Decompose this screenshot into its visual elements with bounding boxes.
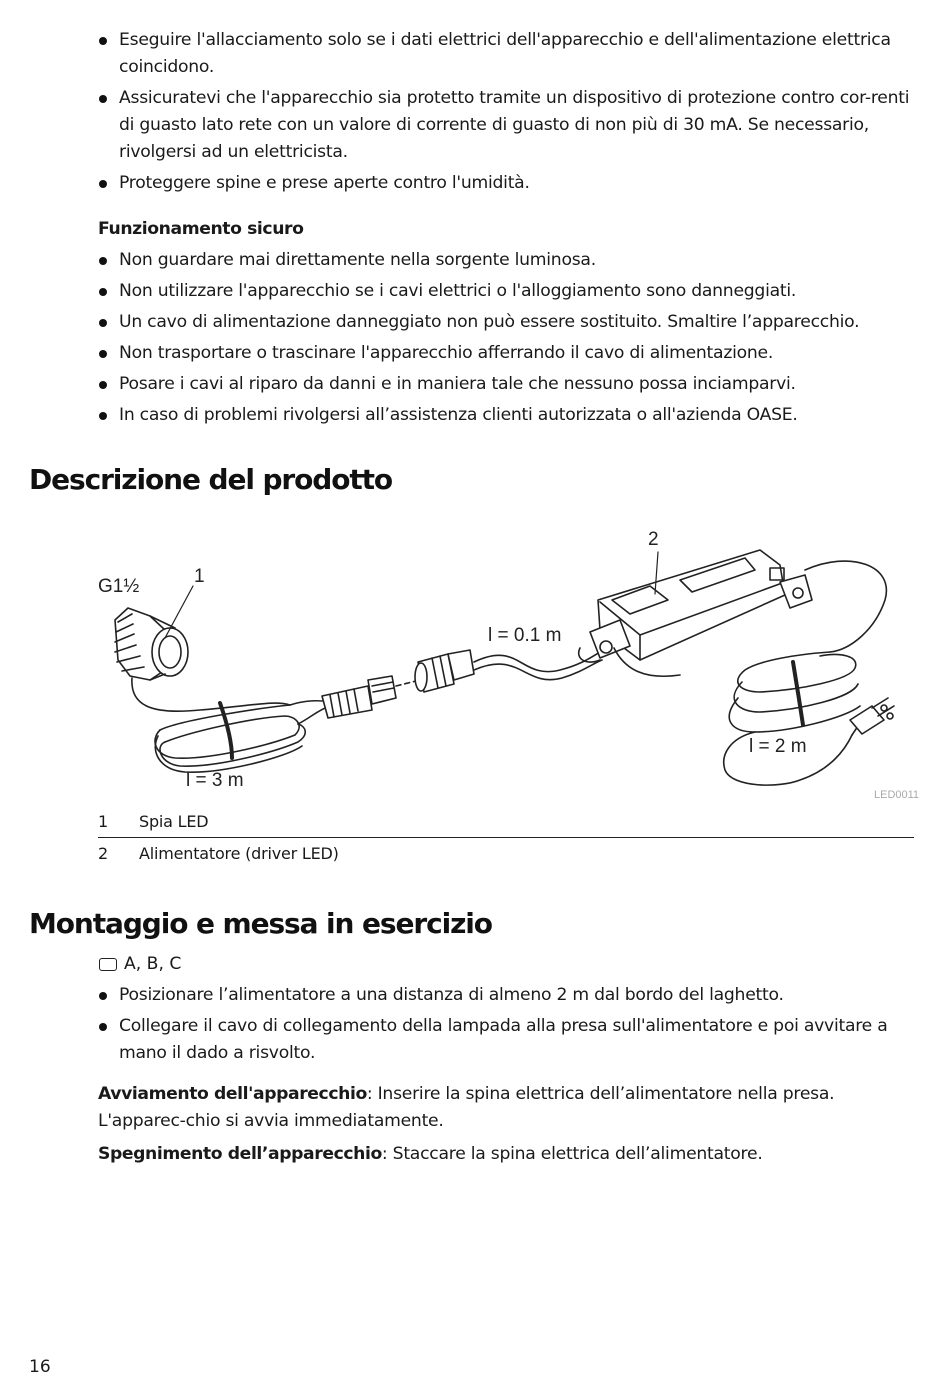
start-text: : Inserire la spina elettrica dell’alimentatore nella presa. L'apparec-chio si avvia immediatamente. <box>98 1084 835 1131</box>
legend-row <box>98 806 914 837</box>
electrical-safety-list <box>98 27 914 197</box>
stop-paragraph <box>98 1141 914 1168</box>
figure-reference-icon <box>99 958 117 971</box>
led-cable-drawing <box>132 676 420 772</box>
socket-cable-drawing <box>415 650 602 692</box>
list-item: Non trasportare o trascinare l'apparecchio afferrando il cavo di alimentazione. <box>98 340 914 367</box>
list-item: Non guardare mai direttamente nella sorgente luminosa. <box>98 247 914 274</box>
list-item: Posare i cavi al riparo da danni e in maniera tale che nessuno possa inciamparvi. <box>98 371 914 398</box>
product-figure <box>0 520 950 810</box>
legend-number: 2 <box>98 844 108 863</box>
electrical-safety-section <box>98 27 914 201</box>
product-description-heading: Descrizione del prodotto <box>29 463 393 496</box>
start-label: Avviamento dell'apparecchio <box>98 1084 367 1104</box>
figure-reference-text: A, B, C <box>124 954 182 974</box>
legend-text: Spia LED <box>139 812 209 831</box>
assembly-section <box>98 951 914 1168</box>
list-item: Proteggere spine e prese aperte contro l'umidità. <box>98 170 914 197</box>
led-spot-drawing <box>115 608 188 680</box>
assembly-list <box>98 982 914 1067</box>
stop-label: Spegnimento dell’apparecchio <box>98 1144 382 1164</box>
list-item: Non utilizzare l'apparecchio se i cavi elettrici o l'alloggiamento sono danneggiati. <box>98 278 914 305</box>
safe-operation-heading: Funzionamento sicuro <box>98 219 304 239</box>
power-supply-drawing <box>579 550 812 676</box>
cable-length-mains-label: l = 2 m <box>749 736 807 757</box>
cable-length-short-label: l = 0.1 m <box>488 625 562 646</box>
list-item: In caso di problemi rivolgersi all’assistenza clienti autorizzata o all'azienda OASE. <box>98 402 914 429</box>
legend-number: 1 <box>98 812 108 831</box>
product-illustration <box>0 520 950 810</box>
list-item: Collegare il cavo di collegamento della lampada alla presa sull'alimentatore e poi avvitare a mano il dado a risvolto. <box>98 1013 914 1067</box>
list-item: Eseguire l'allacciamento solo se i dati elettrici dell'apparecchio e dell'alimentazione elettrica coincidono. <box>98 27 914 81</box>
callout-2: 2 <box>648 529 659 550</box>
thread-size-label: G1½ <box>98 576 140 597</box>
safe-operation-section <box>98 216 914 433</box>
figure-legend <box>98 806 914 869</box>
list-item: Posizionare l’alimentatore a una distanza di almeno 2 m dal bordo del laghetto. <box>98 982 914 1009</box>
figure-code: LED0011 <box>874 789 920 801</box>
stop-text: : Staccare la spina elettrica dell’alimentatore. <box>381 1144 763 1164</box>
safe-operation-list <box>98 247 914 429</box>
callout-1: 1 <box>194 566 205 587</box>
assembly-heading: Montaggio e messa in esercizio <box>29 907 492 940</box>
legend-text: Alimentatore (driver LED) <box>139 844 339 863</box>
list-item: Un cavo di alimentazione danneggiato non può essere sostituito. Smaltire l’apparecchio. <box>98 309 914 336</box>
list-item: Assicuratevi che l'apparecchio sia protetto tramite un dispositivo di protezione contro cor-renti di guasto lato rete con un valore di corrente di guasto di non più di 30 mA. Se necessario, rivolgersi ad un elettricista. <box>98 85 914 166</box>
page-number: 16 <box>29 1357 51 1377</box>
legend-row <box>98 837 914 869</box>
start-paragraph <box>98 1081 914 1135</box>
figure-reference <box>98 951 914 978</box>
cable-length-led-label: l = 3 m <box>186 770 244 791</box>
